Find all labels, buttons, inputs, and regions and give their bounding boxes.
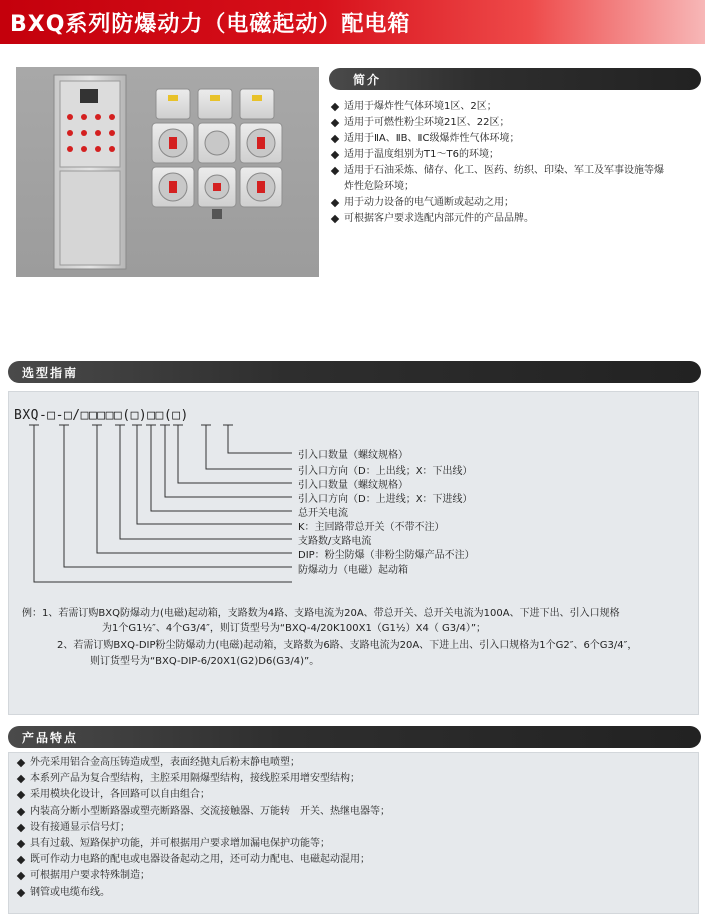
list-item: 适用于ⅡA、ⅡB、ⅡC级爆炸性气体环境； [330,131,700,147]
page-title: BXQ系列防爆动力（电磁起动）配电箱 [10,12,411,37]
list-item: 适用于爆炸性气体环境1区、2区； [330,99,700,115]
guide-heading: 选型指南 [22,366,79,380]
list-item: 用于动力设备的电气通断或起动之用； [330,195,700,211]
features-heading: 产品特点 [22,731,79,745]
list-item: 适用于石油采炼、储存、化工、医药、纺织、印染、军工及军事设施等爆 [330,163,700,179]
model-code: BXQ-□-□/□□□□□(□)□□(□) [14,408,189,423]
list-item: 可根据用户要求特殊制造； [16,868,686,884]
list-item: 内装高分断小型断路器或塑壳断路器、交流接触器、万能转 开关、热继电器等； [16,804,686,820]
list-item: 既可作动力电路的配电或电器设备起动之用，还可动力配电、电磁起动混用； [16,852,686,868]
list-item-continuation: 炸性危险环境； [344,181,414,192]
example-line: 为1个G1½″、4个G3/4″，则订货型号为“BXQ-4/20K100X1（G1½）X4（ G3/4）”； [102,623,487,634]
features-list [16,755,686,901]
legend-item: 引入口数量（螺纹规格） [298,480,408,491]
example-line: 例：1、若需订购BXQ防爆动力(电磁)起动箱，支路数为4路、支路电流为20A、带总开关、总开关电流为100A、下进下出、引入口规格 [22,608,620,619]
legend-item: 支路数/支路电流 [298,536,372,547]
list-item: 外壳采用铝合金高压铸造成型，表面经抛丸后粉末静电喷塑； [16,755,686,771]
intro-heading: 简介 [353,73,382,87]
example-line: 2、若需订购BXQ-DIP粉尘防爆动力(电磁)起动箱，支路数为6路、支路电流为20A、下进上出、引入口规格为1个G2″、6个G3/4″， [57,640,638,651]
list-item: 可根据客户要求选配内部元件的产品品牌。 [330,211,700,227]
example-line: 则订货型号为“BXQ-DIP-6/20X1(G2)D6(G3/4)”。 [90,656,320,667]
features-heading-bar [8,726,701,748]
list-item: 设有接通显示信号灯； [16,820,686,836]
list-item: 适用于可燃性粉尘环境21区、22区； [330,115,700,131]
legend-item: 引入口数量（螺纹规格） [298,450,408,461]
legend-item: 引入口方向（D：上进线；X：下进线） [298,494,473,505]
legend-item: DIP：粉尘防爆（非粉尘防爆产品不注） [298,550,475,561]
legend-item: 防爆动力（电磁）起动箱 [298,565,408,576]
legend-item: 引入口方向（D：上出线；X：下出线） [298,466,473,477]
legend-item: K：主回路带总开关（不带不注） [298,522,445,533]
list-item: 适用于温度组别为T1～T6的环境； [330,147,700,163]
legend-item: 总开关电流 [298,508,348,519]
list-item: 具有过载、短路保护功能，并可根据用户要求增加漏电保护功能等； [16,836,686,852]
list-item: 本系列产品为复合型结构，主腔采用隔爆型结构，接线腔采用增安型结构； [16,771,686,787]
list-item: 钢管或电缆布线。 [16,885,686,901]
list-item: 采用模块化设计，各回路可以自由组合； [16,787,686,803]
